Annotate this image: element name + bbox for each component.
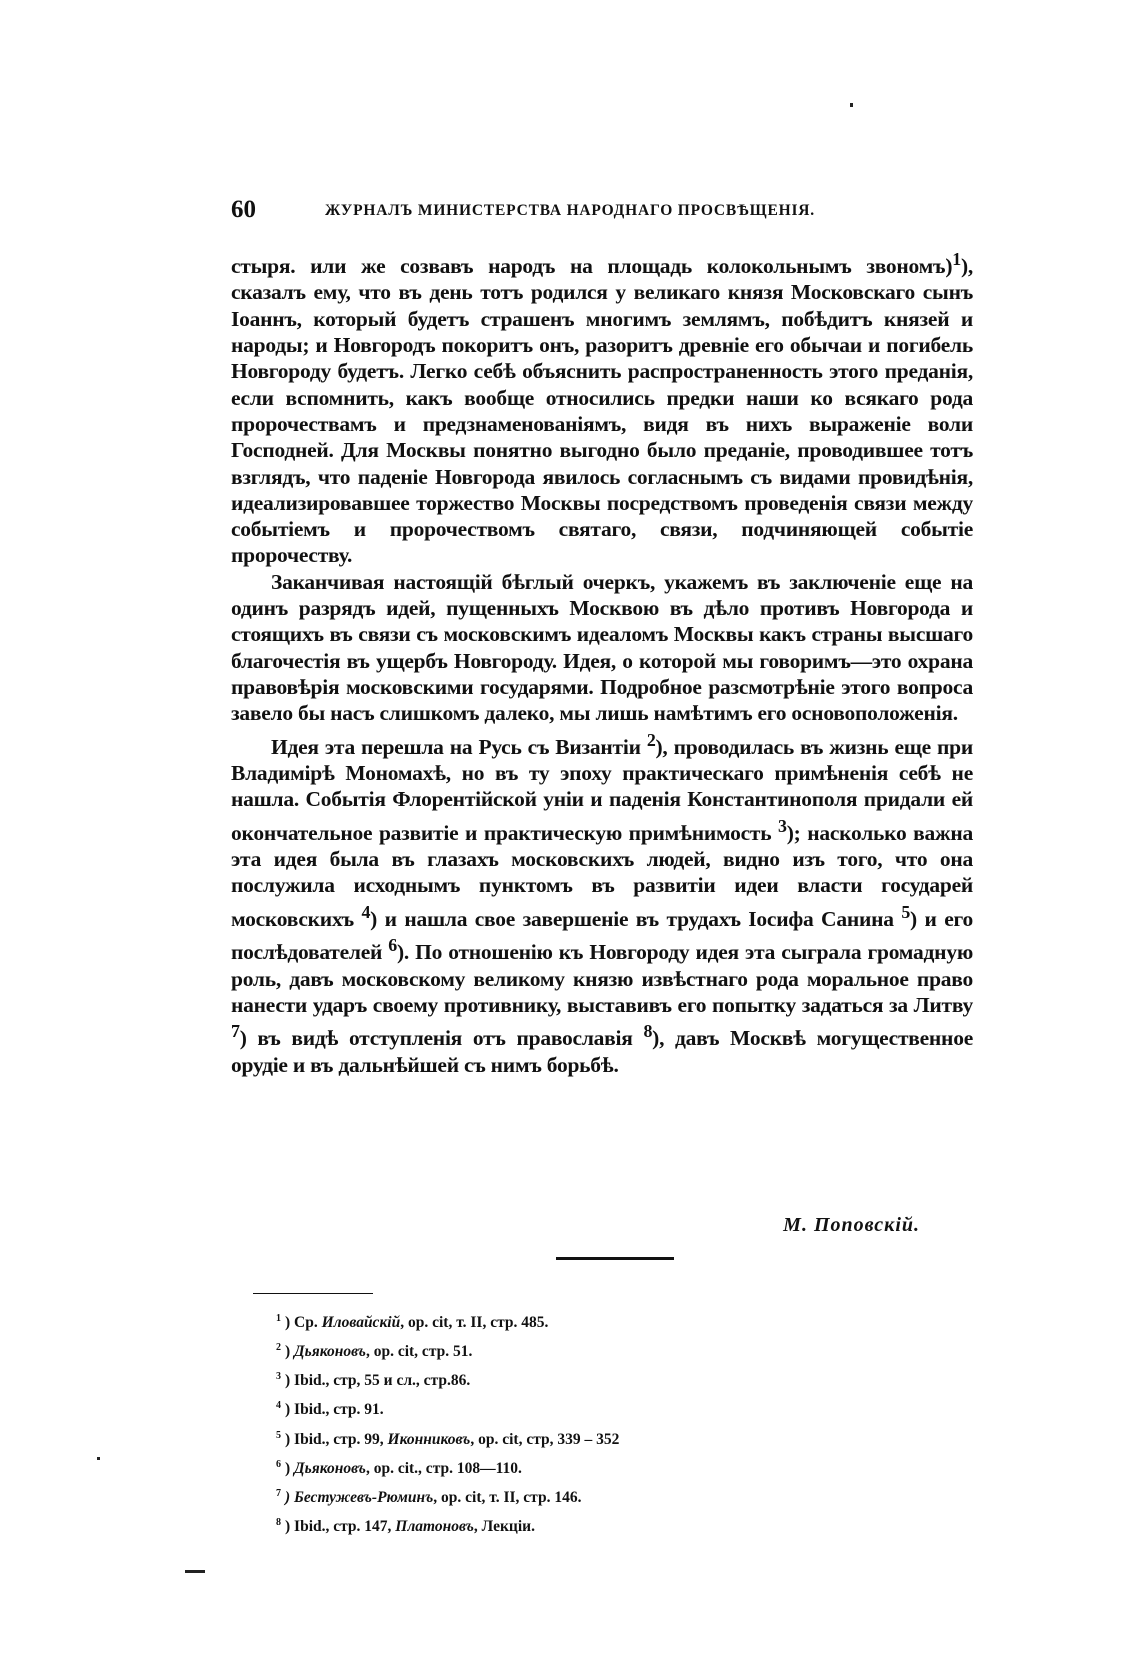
footnote-ref: 8: [643, 1021, 653, 1042]
footnote-author: Иловайскій: [321, 1314, 401, 1332]
scan-speck: [185, 1570, 205, 1573]
footnotes: [276, 1306, 796, 1539]
footnote: [276, 1335, 796, 1364]
footnote: [276, 1452, 796, 1481]
footnote-number: 6: [276, 1458, 281, 1470]
footnote-ref: 4: [361, 901, 371, 922]
footnote-ref: 1: [952, 249, 961, 269]
page-number: 60: [231, 196, 256, 223]
text-run: ). По отношенію къ Новгороду идея эта сыграла громадную роль, давъ московскому великому князю извѣстнаго рода моральное право нанести ударъ своему противнику, выставивъ его попытку задаться за Литву: [231, 940, 973, 1017]
text-run: ) въ видѣ отступленія отъ православія: [239, 1026, 644, 1051]
footnote: [276, 1481, 796, 1510]
footnote: [276, 1306, 796, 1335]
footnote-text: ): [285, 1343, 295, 1361]
footnote-author: Иконниковъ: [387, 1430, 471, 1448]
scan-speck: [850, 103, 853, 107]
footnote-number: 4: [276, 1400, 281, 1412]
footnote-text: ) Ibid., стр. 147,: [285, 1518, 396, 1536]
footnote-number: 2: [276, 1342, 281, 1354]
paragraph: [231, 246, 973, 569]
footnote-text: , op. cit., стр. 108—110.: [365, 1459, 522, 1477]
footnote-ref: 6: [388, 935, 397, 956]
text-run: ), проводилась въ жизнь еще при Владимірѣ Мономахѣ, но въ ту эпоху практическаго примѣненія себѣ не нашла. Событія Флорентійской уніи и паденія Константинополя придали ей окончательное развитіе и практическую примѣнимость: [231, 734, 973, 845]
footnote-number: 8: [276, 1517, 281, 1529]
footnote-separator: [253, 1293, 373, 1294]
text-run: стыря. или же созвавъ народъ на площадь колокольнымъ звономъ): [231, 254, 953, 279]
footnote-author: Платоновъ: [395, 1518, 474, 1536]
footnote-text: , Лекціи.: [473, 1518, 535, 1536]
text-run: ) и его послѣдователей: [231, 906, 973, 965]
footnote-text: ) Ibid., стр. 91.: [285, 1401, 384, 1419]
footnote: [276, 1393, 796, 1422]
footnote-text: , op. cit, стр, 339 – 352: [470, 1430, 620, 1448]
footnote-text: , op. cit, т. II, стр. 146.: [433, 1489, 582, 1507]
footnote-ref: 3: [778, 815, 787, 836]
text-run: ), сказалъ ему, что въ день тотъ родился у великаго князя Московскаго сынъ Іоаннъ, который будетъ страшенъ многимъ землямъ, побѣдитъ князей и народы; и Новгородъ покоритъ онъ, разоритъ древніе его обычаи и погибель Новгороду будетъ. Легко себѣ объяснить распространенность этого преданія, если вспомнить, какъ вообще относились предки наши ко всякаго рода пророчествамъ и предзнаменованіямъ, видя въ нихъ выраженіе воли Господней. Для Москвы понятно выгодно было преданіе, проводившее тотъ взглядъ, что паденіе Новгорода явилось согласнымъ съ видами провидѣнія, идеализировавшее торжество Москвы посредствомъ проведенія связи между событіемъ и пророчествомъ святаго, связи, подчиняющей событіе пророчеству.: [231, 254, 973, 568]
footnote-ref: 7: [231, 1021, 240, 1042]
footnote-text: ) Ibid., стр. 99,: [285, 1430, 388, 1448]
end-rule: [556, 1257, 674, 1260]
footnote-author: Дьяконовъ: [294, 1343, 366, 1361]
text-run: ); насколько важна эта идея была въ глазахъ московскихъ людей, видно изъ того, что она послужила исходнымъ пунктомъ въ развитіи идеи власти государей московскихъ: [231, 820, 973, 931]
footnote-number: 3: [276, 1371, 281, 1383]
footnote-author: Дьяконовъ: [294, 1459, 366, 1477]
text-run: Заканчивая настоящій бѣглый очеркъ, укажемъ въ заключеніе еще на одинъ разрядъ идей, пущенныхъ Москвою въ дѣло противъ Новгорода и стоящихъ въ связи съ московскимъ идеаломъ Москвы какъ страны высшаго благочестія въ ущербъ Новгороду. Идея, о которой мы говоримъ—это охрана правовѣрія московскими государями. Подробное разсмотрѣніе этого вопроса завело бы насъ слишкомъ далеко, мы лишь намѣтимъ его основоположенія.: [231, 569, 973, 726]
footnote: [276, 1510, 796, 1539]
text-run: Идея эта перешла на Русь съ Византіи: [271, 734, 647, 759]
paragraph: [231, 727, 973, 1078]
scan-speck: [97, 1457, 100, 1460]
footnote-number: 1: [276, 1313, 281, 1324]
footnote-text: , op. cit, т. II, стр. 485.: [400, 1314, 549, 1332]
footnote-text: ) Ibid., стр, 55 и сл., стр.86.: [285, 1372, 471, 1390]
author-signature: М. Поповскій.: [783, 1214, 920, 1236]
footnote-text: ) Ср.: [285, 1314, 322, 1332]
footnote-text: ): [285, 1459, 295, 1477]
body-text: [231, 246, 973, 1078]
running-head: ЖУРНАЛЪ МИНИСТЕРСТВА НАРОДНАГО ПРОСВѢЩЕНІЯ.: [325, 202, 815, 219]
footnote-text: , op. cit, стр. 51.: [365, 1343, 473, 1361]
footnote-author: ) Бестужевъ-Рюминъ: [285, 1489, 434, 1507]
footnote-ref: 5: [901, 901, 911, 922]
footnote-ref: 2: [646, 729, 656, 750]
footnote: [276, 1423, 796, 1452]
text-run: ), давъ Москвѣ могущественное орудіе и въ дальнѣйшей съ нимъ борьбѣ.: [231, 1026, 973, 1077]
footnote: [276, 1364, 796, 1393]
paragraph: [231, 569, 973, 727]
footnote-number: 7: [276, 1487, 281, 1499]
text-run: ) и нашла свое завершеніе въ трудахъ Іосифа Санина: [370, 906, 902, 931]
footnote-number: 5: [276, 1429, 281, 1441]
